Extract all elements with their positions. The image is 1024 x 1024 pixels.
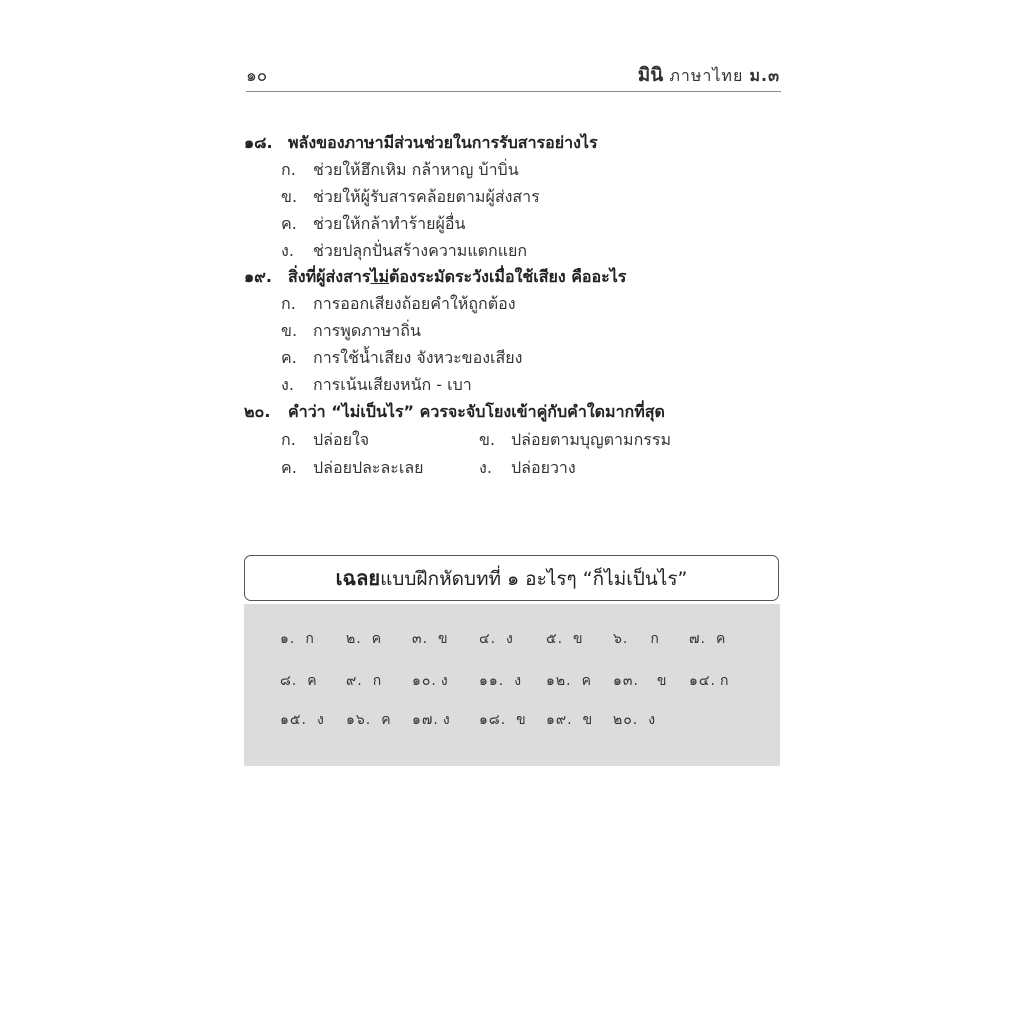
option-item [281, 346, 522, 371]
answer-number: ๗. [689, 631, 706, 647]
answer-value: ค [371, 631, 383, 647]
option-text: ช่วยให้ฮึกเหิม กล้าหาญ บ้าบิ่น [313, 160, 519, 179]
page-number: ๑๐ [246, 66, 268, 86]
option-label: ง. [281, 375, 294, 394]
answer-value: ก [719, 673, 730, 689]
option-text: ช่วยให้ผู้รับสารคล้อยตามผู้ส่งสาร [313, 187, 540, 206]
option-text: ปล่อยตามบุญตามกรรม [511, 430, 671, 449]
option-label: ข. [281, 187, 298, 206]
option-item [281, 292, 516, 317]
option-item [281, 319, 421, 344]
option-item [479, 428, 671, 453]
answer-value: ก [650, 631, 660, 647]
answer-number: ๑๑. [479, 673, 505, 689]
answer-number: ๑๙. [546, 712, 573, 728]
answer-key-title-rest: แบบฝึกหัดบทที่ ๑ อะไรๆ “ก็ไม่เป็นไร” [380, 568, 688, 590]
question-number: ๒๐. [244, 402, 271, 421]
answer-key-title-bold: เฉลย [335, 566, 381, 590]
answer-number: ๓. [412, 631, 429, 647]
option-label: ก. [281, 430, 296, 449]
answer-value: ง [648, 712, 657, 728]
answer-item [280, 628, 315, 650]
option-item [281, 239, 527, 264]
option-label: ค. [281, 348, 297, 367]
question-text: พลังของภาษามีส่วนช่วยในการรับสารอย่างไร [288, 133, 598, 152]
option-item [281, 428, 369, 453]
answer-value: ข [656, 673, 668, 689]
header-divider [246, 91, 781, 92]
answer-number: ๔. [479, 631, 497, 647]
option-text: ปล่อยปละละเลย [313, 458, 424, 477]
book-grade: ม.๓ [749, 66, 780, 85]
question-number: ๑๙. [244, 267, 272, 286]
answer-item [346, 709, 392, 731]
answer-item [546, 709, 593, 731]
book-subject: ภาษาไทย [669, 66, 744, 85]
answer-value: ข [573, 631, 584, 647]
answer-item [689, 628, 726, 650]
option-item [281, 373, 472, 398]
answer-item [412, 628, 449, 650]
option-text: การเน้นเสียงหนัก - เบา [313, 375, 472, 394]
question-text: ต้องระมัดระวังเมื่อใช้เสียง คืออะไร [389, 267, 627, 286]
option-item [281, 185, 540, 210]
option-label: ข. [479, 430, 496, 449]
book-logo: มินิ [637, 64, 664, 86]
option-label: ค. [281, 214, 297, 233]
answer-value: ข [438, 631, 449, 647]
answer-item [280, 709, 325, 731]
book-title [638, 60, 780, 90]
answer-item [546, 670, 592, 692]
answer-item [479, 670, 522, 692]
option-label: ค. [281, 458, 297, 477]
option-label: ง. [479, 458, 492, 477]
answer-value: ค [307, 673, 318, 689]
answer-item [280, 670, 318, 692]
answer-value: ค [715, 631, 727, 647]
answer-value: ข [582, 712, 594, 728]
answer-number: ๑๐. [412, 673, 437, 689]
question-text-underlined: ไม่ [370, 267, 390, 286]
answer-number: ๙. [346, 673, 363, 689]
answer-number: ๑๕. [280, 712, 307, 728]
question-number: ๑๘. [244, 133, 273, 152]
option-item [281, 158, 519, 183]
answer-value: ง [440, 673, 449, 689]
answer-item [412, 670, 449, 692]
option-label: ข. [281, 321, 298, 340]
answer-value: ง [514, 673, 523, 689]
option-item [281, 212, 465, 237]
answer-value: ก [305, 631, 315, 647]
answer-item [346, 670, 382, 692]
option-text: การพูดภาษาถิ่น [313, 321, 421, 340]
answer-number: ๑๖. [346, 712, 372, 728]
answer-key-title [244, 555, 779, 601]
answer-number: ๑๘. [479, 712, 507, 728]
answer-number: ๑๓. [613, 673, 639, 689]
option-text: ช่วยปลุกปั่นสร้างความแตกแยก [313, 241, 528, 260]
answer-item [613, 628, 660, 650]
answer-number: ๖. [613, 631, 629, 647]
answer-value: ง [442, 712, 451, 728]
option-item [479, 456, 576, 481]
answer-value: ข [516, 712, 527, 728]
answer-item [479, 628, 514, 650]
question-text: คำว่า “ไม่เป็นไร” ควรจะจับโยงเข้าคู่กับคำใดมากที่สุด [288, 402, 665, 421]
answer-number: ๒๐. [613, 712, 639, 728]
answer-item [613, 709, 656, 731]
answer-value: ก [372, 673, 383, 689]
answer-number: ๘. [280, 673, 298, 689]
option-text: การใช้น้ำเสียง จังหวะของเสียง [313, 348, 523, 367]
answer-item [479, 709, 527, 731]
answer-number: ๕. [546, 631, 564, 647]
answer-number: ๑. [280, 631, 296, 647]
answer-item [346, 628, 382, 650]
question-20 [244, 400, 665, 425]
option-text: ปล่อยใจ [313, 430, 370, 449]
option-text: ปล่อยวาง [511, 458, 576, 477]
answer-item [613, 670, 668, 692]
answer-item [689, 670, 729, 692]
option-label: ก. [281, 160, 296, 179]
answer-item [546, 628, 584, 650]
answer-value: ง [506, 631, 514, 647]
answer-value: ง [316, 712, 325, 728]
option-label: ก. [281, 294, 296, 313]
option-text: การออกเสียงถ้อยคำให้ถูกต้อง [313, 294, 516, 313]
answer-number: ๑๔. [689, 673, 716, 689]
option-text: ช่วยให้กล้าทำร้ายผู้อื่น [313, 214, 466, 233]
answer-value: ค [581, 673, 592, 689]
question-19 [244, 265, 626, 290]
answer-item [412, 709, 451, 731]
option-item [281, 456, 424, 481]
answer-value: ค [381, 712, 392, 728]
answer-number: ๒. [346, 631, 362, 647]
answer-number: ๑๒. [546, 673, 572, 689]
question-18 [244, 131, 598, 156]
question-text: สิ่งที่ผู้ส่งสาร [288, 267, 371, 286]
option-label: ง. [281, 241, 294, 260]
answer-number: ๑๗. [412, 712, 439, 728]
